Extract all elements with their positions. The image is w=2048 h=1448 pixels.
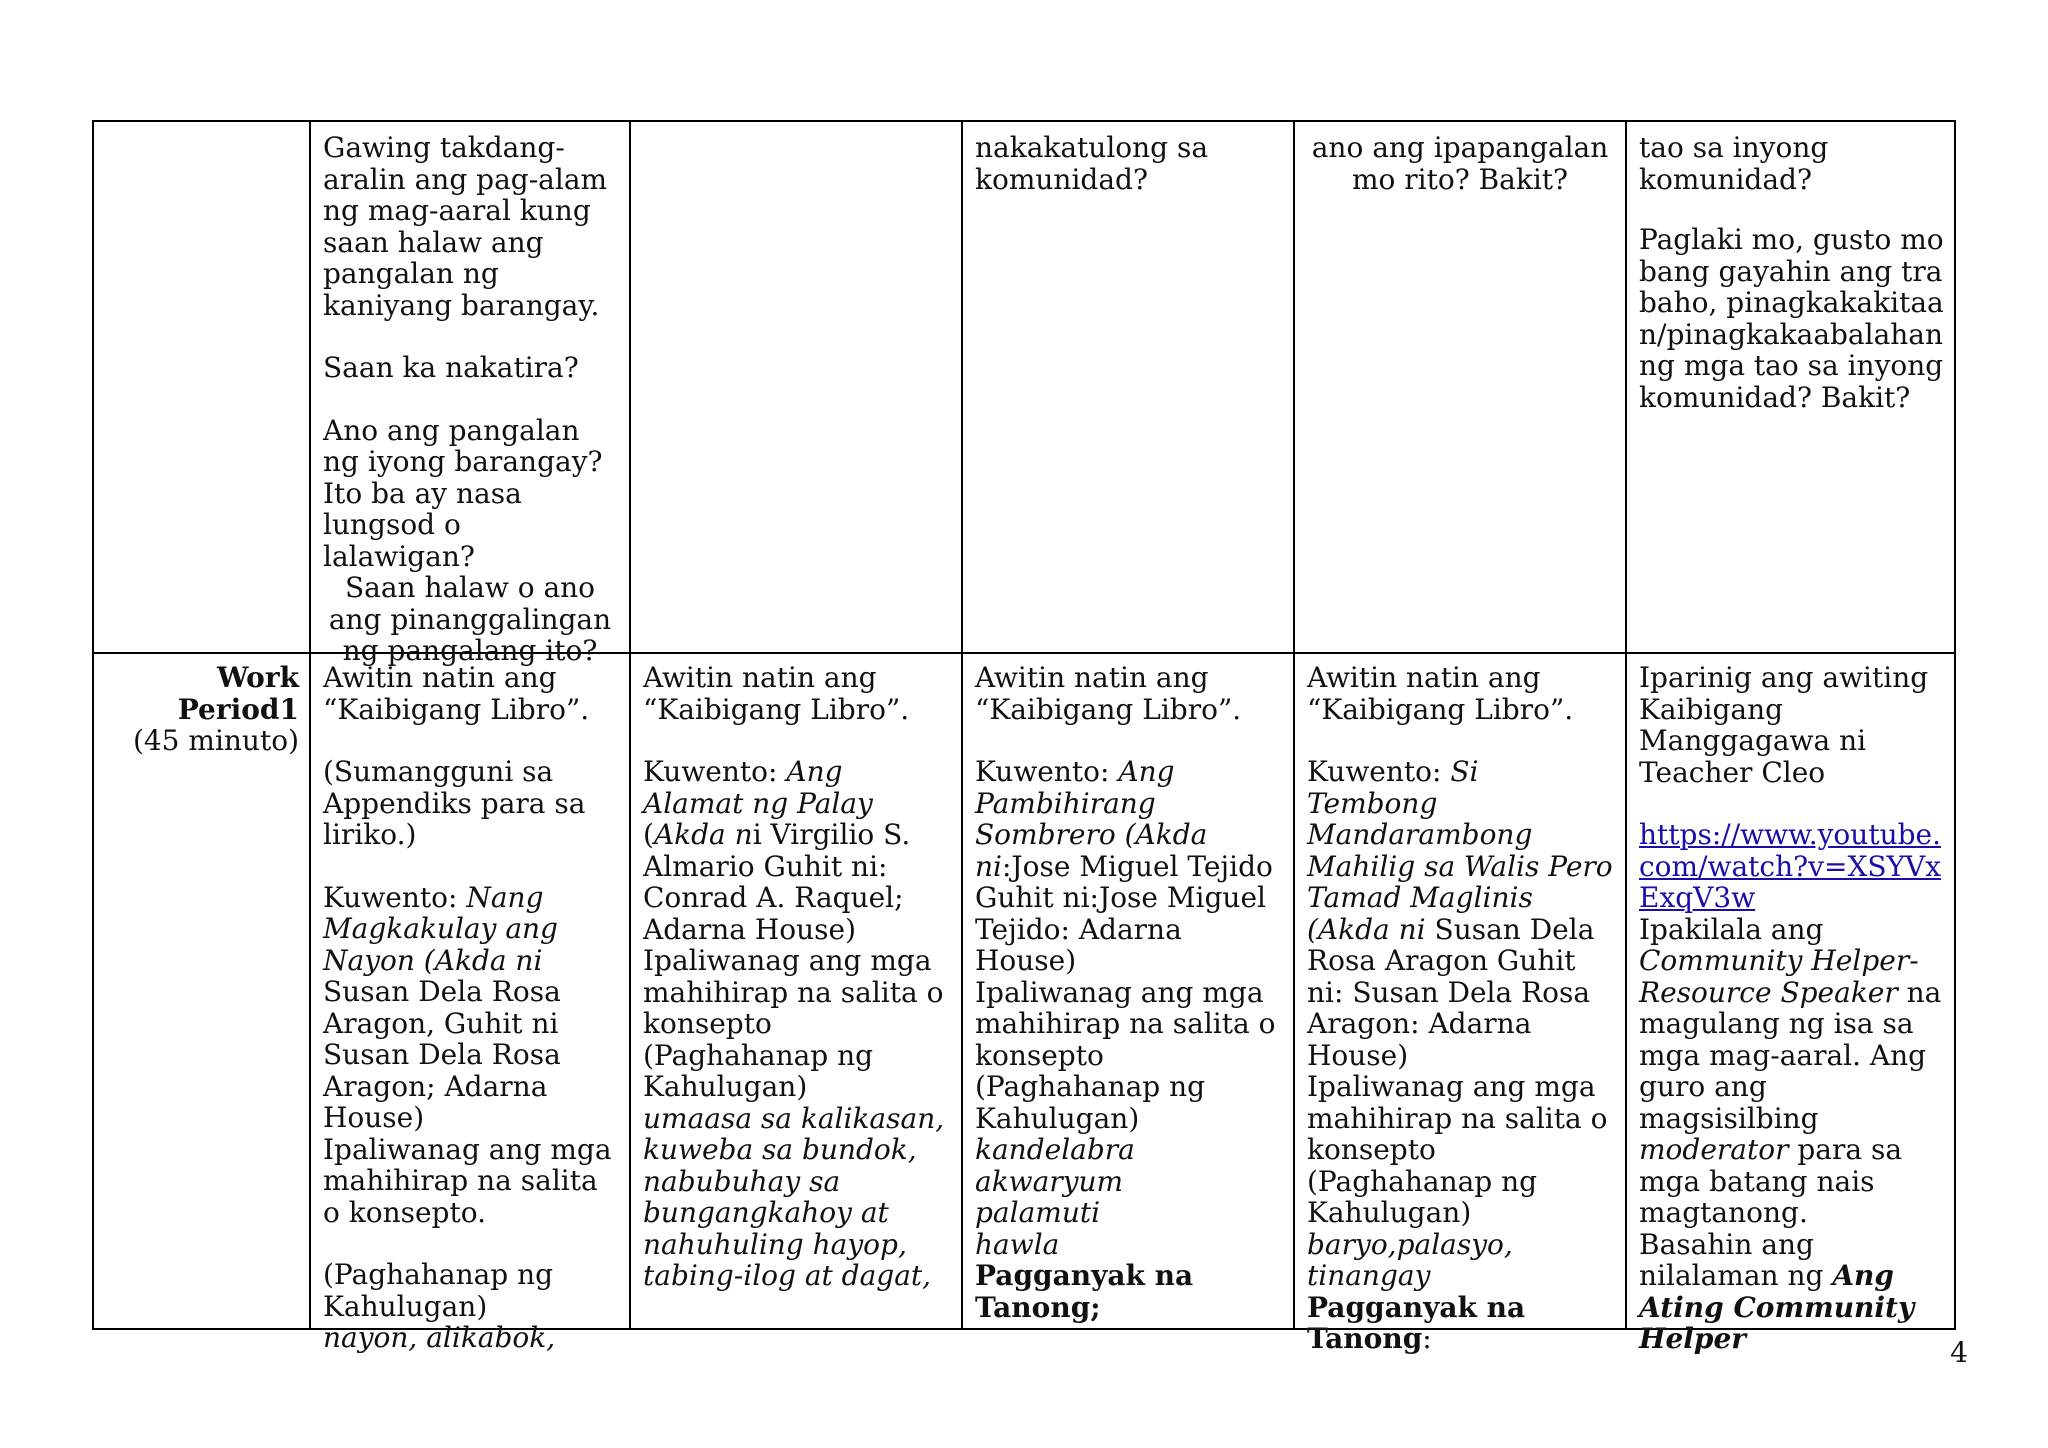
story-line: Kuwento: Ang Alamat ng Palay (Akda ni Virgilio S. Almario Guhit ni: Conrad A. Raquel; Adarna House) <box>643 755 911 946</box>
cell-text: Awitin natin ang <box>1307 661 1541 694</box>
cell-text: Ipakilala ang Community Helper-Resource Speaker na magulang ng isa sa mga mag-aaral. Ang guro ang magsisilbing moderator para sa mga batang nais magtanong. <box>1639 912 1942 1229</box>
vocabulary-word: hawla <box>975 1227 1060 1261</box>
cell-text: Awitin natin ang <box>323 661 557 694</box>
table-cell <box>1293 652 1625 1355</box>
cell-text: Guhit ni:Jose Miguel Tejido: Adarna House) <box>975 881 1266 977</box>
lesson-plan-table <box>92 120 1956 1355</box>
vocabulary-word: kandelabra <box>975 1133 1135 1166</box>
motive-question-label: Pagganyak na Tanong: <box>1307 1290 1526 1355</box>
table-cell <box>961 122 1293 652</box>
vocabulary-words: umaasa sa kalikasan, kuweba sa bundok, nabubuhay sa bungangkahoy at nahuhuling hayop, tabing-ilog at dagat, <box>643 1101 945 1292</box>
row-label-cell <box>94 122 309 652</box>
cell-text: “Kaibigang Libro”. <box>975 692 1242 726</box>
table-cell <box>1625 122 1958 652</box>
cell-text: Gawing takdang-aralin ang pag-alam ng mag-aaral kung saan halaw ang pangalan ng kaniyang barangay. <box>323 131 608 322</box>
table-cell <box>629 122 961 652</box>
cell-text: Ipaliwanag ang mga mahihirap na salita o konsepto <box>1307 1070 1608 1166</box>
row-label-cell <box>94 652 309 1330</box>
cell-text: (Paghahanap ng Kahulugan) <box>323 1258 554 1323</box>
table-row <box>94 652 1954 1355</box>
cell-text: (Sumangguni sa Appendiks para sa liriko.) <box>323 755 586 851</box>
story-line: Kuwento: Nang Magkakulay ang Nayon (Akda ni Susan Dela Rosa Aragon, Guhit ni Susan Dela Rosa Aragon; Adarna House) <box>323 880 561 1134</box>
cell-text: Iparinig ang awiting Kaibigang Manggagawa ni Teacher Cleo <box>1639 661 1929 789</box>
vocabulary-words: baryo,palasyo, tinangay <box>1307 1227 1513 1292</box>
cell-text: Awitin natin ang <box>975 661 1209 694</box>
story-line: Kuwento: Ang Pambihirang Sombrero (Akda ni:Jose Miguel Tejido <box>975 755 1273 883</box>
cell-text: Paglaki mo, gusto mo bang gayahin ang trabaho, pinagkakakitaan/pinagkakaabalahan ng mga tao sa inyong komunidad? Bakit? <box>1639 223 1944 414</box>
motive-question-label: Pagganyak na Tanong; <box>975 1259 1194 1324</box>
cell-text: Ipaliwanag ang mga mahihirap na salita o konsepto <box>975 975 1276 1072</box>
vocabulary-word: akwaryum <box>975 1164 1124 1198</box>
cell-text: “Kaibigang Libro”. <box>323 692 590 726</box>
cell-text: ano ang ipapangalan mo rito? Bakit? <box>1311 131 1609 196</box>
table-cell <box>961 652 1293 1330</box>
cell-text: Basahin ang nilalaman ng Ang Ating Community Helper <box>1639 1227 1915 1355</box>
cell-text: Saan ka nakatira? <box>323 351 579 384</box>
table-cell <box>309 652 629 1354</box>
cell-text: (Paghahanap ng Kahulugan) <box>1307 1164 1538 1229</box>
table-cell <box>1293 122 1625 652</box>
cell-text: “Kaibigang Libro”. <box>1307 692 1574 726</box>
cell-text: Awitin natin ang <box>643 661 877 694</box>
vocabulary-word: palamuti <box>975 1196 1101 1229</box>
cell-text: Saan halaw o ano ang pinanggalingan ng pangalang ito? <box>328 571 612 667</box>
page-number: 4 <box>1950 1336 1968 1369</box>
cell-text: (Paghahanap ng Kahulugan) <box>643 1038 874 1103</box>
table-row <box>94 122 1954 667</box>
cell-text: tao sa inyong komunidad? <box>1639 131 1829 196</box>
cell-text: (Paghahanap ng Kahulugan) <box>975 1070 1206 1135</box>
cell-text: “Kaibigang Libro”. <box>643 692 910 726</box>
table-cell <box>1625 652 1958 1355</box>
table-cell <box>629 652 961 1330</box>
cell-text: Ipaliwanag ang mga mahihirap na salita o konsepto. <box>323 1132 612 1229</box>
cell-text: Ano ang pangalan ng iyong barangay? Ito ba ay nasa lungsod o lalawigan? <box>323 413 603 573</box>
table-cell <box>309 122 629 667</box>
cell-text: nakakatulong sa komunidad? <box>975 131 1209 196</box>
work-period-duration: (45 minuto) <box>132 724 299 757</box>
youtube-link[interactable]: https://www.youtube.com/watch?v=XSYVxExqV3w <box>1639 818 1942 914</box>
story-line: Kuwento: Si Tembong Mandarambong Mahilig sa Walis Pero Tamad Maglinis (Akda ni Susan Dela Rosa Aragon Guhit ni: Susan Dela Rosa Aragon: Adarna House) <box>1307 755 1613 1072</box>
cell-text: Ipaliwanag ang mga mahihirap na salita o konsepto <box>643 944 944 1040</box>
work-period-title: Work Period1 <box>177 661 299 726</box>
vocabulary-words: nayon, alikabok, <box>323 1321 556 1354</box>
